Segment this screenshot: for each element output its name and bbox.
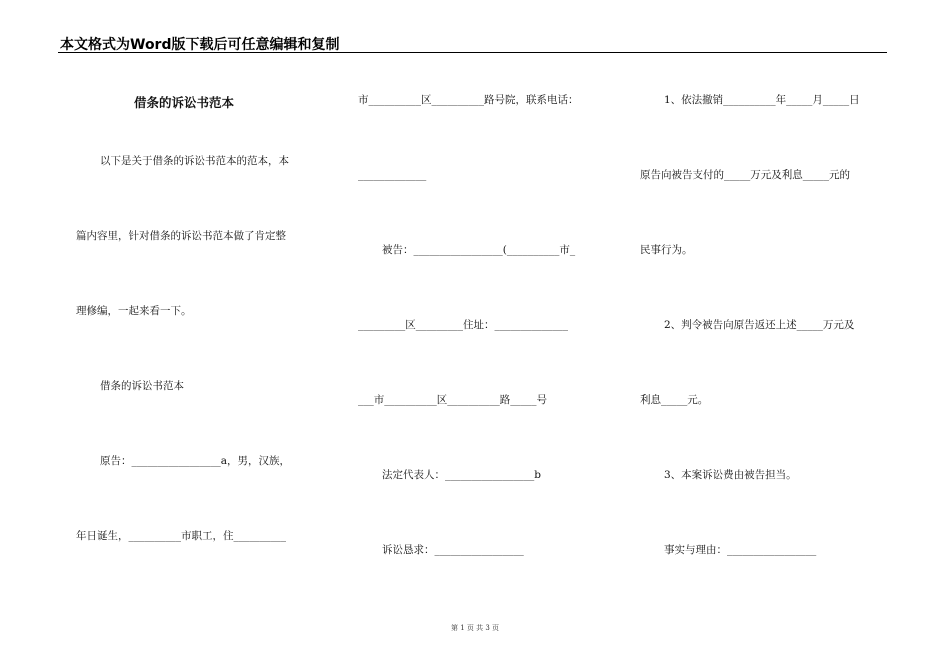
col3-line-2: 原告向被告支付的_____万元及利息_____元的	[640, 169, 850, 181]
col2-line-7: 诉讼恳求：_________________	[382, 544, 524, 556]
page-footer: 第 1 页 共 3 页	[450, 624, 500, 632]
header-divider	[58, 52, 887, 53]
header-title: 本文格式为Word版下载后可任意编辑和复制	[60, 37, 340, 53]
col2-line-2: _____________	[358, 169, 427, 181]
col1-subheading: 借条的诉讼书范本	[100, 380, 184, 392]
col2-line-1: 市__________区__________路号院，联系电话：	[358, 94, 579, 106]
document-title: 借条的诉讼书范本	[134, 95, 235, 110]
col3-line-4: 2、判令被告向原告返还上述_____万元及	[664, 319, 855, 331]
col3-line-5: 利息_____元。	[640, 394, 709, 406]
col3-line-1: 1、依法撤销__________年_____月_____日	[664, 94, 860, 106]
col3-line-6: 3、本案诉讼费由被告担当。	[664, 469, 797, 481]
col1-line-2: 篇内容里，针对借条的诉讼书范本做了肯定整	[76, 230, 286, 242]
col2-line-3: 被告：_________________(__________市_	[382, 244, 576, 256]
col1-line-1: 以下是关于借条的诉讼书范本的范本，本	[100, 155, 289, 167]
col2-line-6: 法定代表人：_________________b	[382, 469, 541, 481]
col3-line-7: 事实与理由：_________________	[664, 544, 817, 556]
col1-line-3: 理修编，一起来看一下。	[76, 305, 192, 317]
col3-line-3: 民事行为。	[640, 244, 693, 256]
col2-line-4: _________区_________住址：______________	[358, 319, 568, 331]
col1-line-5: 原告：_________________a，男，汉族，	[100, 455, 291, 467]
col2-line-5: ___市__________区__________路_____号	[358, 394, 547, 406]
col1-line-6: 年日诞生，__________市职工，住__________	[76, 530, 286, 542]
